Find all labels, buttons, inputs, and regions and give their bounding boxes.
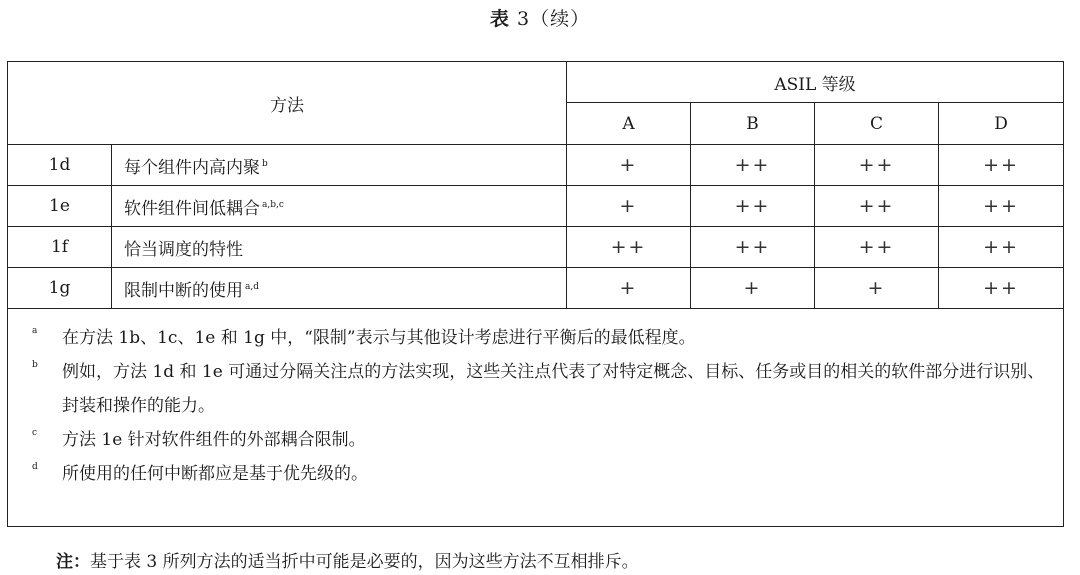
- rating-b: +: [691, 268, 815, 309]
- method-text: 恰当调度的特性: [124, 239, 243, 260]
- table-row: [8, 186, 1064, 227]
- caption-label: 表: [489, 8, 510, 30]
- rating-d: ++: [939, 227, 1064, 268]
- footnote-text: 基于表 3 所列方法的适当折中可能是必要的，因为这些方法不互相排斥。: [90, 552, 639, 572]
- table-footnote: [56, 547, 639, 572]
- note-marker: d: [32, 462, 38, 472]
- table-row: [8, 268, 1064, 309]
- asil-level-d: D: [939, 103, 1064, 145]
- note-marker: c: [32, 428, 38, 438]
- rating-d: ++: [939, 145, 1064, 186]
- table-row: [8, 145, 1064, 186]
- note-item: [32, 355, 1049, 423]
- rating-c: ++: [815, 145, 939, 186]
- rating-b: ++: [691, 186, 815, 227]
- asil-header: ASIL 等级: [567, 62, 1064, 103]
- note-marker: b: [32, 360, 38, 370]
- asil-level-b: B: [691, 103, 815, 145]
- rating-b: ++: [691, 227, 815, 268]
- table-caption: [0, 4, 1080, 31]
- table-notes: [8, 309, 1064, 527]
- rating-a: +: [567, 268, 691, 309]
- note-item: [32, 423, 1049, 457]
- method-text: 软件组件间低耦合: [124, 198, 260, 219]
- note-item: [32, 457, 1049, 491]
- method-id: 1g: [8, 268, 112, 309]
- rating-d: ++: [939, 186, 1064, 227]
- method-text: 每个组件内高内聚: [124, 157, 260, 178]
- rating-b: ++: [691, 145, 815, 186]
- rating-d: ++: [939, 268, 1064, 309]
- asil-level-a: A: [567, 103, 691, 145]
- rating-c: ++: [815, 186, 939, 227]
- method-id: 1e: [8, 186, 112, 227]
- footnote-ref: b: [262, 158, 268, 169]
- note-text: 所使用的任何中断都应是基于优先级的。: [62, 464, 368, 484]
- note-text: 例如，方法 1d 和 1e 可通过分隔关注点的方法实现，这些关注点代表了对特定概念、目标、任务或目的相关的软件部分进行识别、封装和操作的能力。: [62, 362, 1045, 416]
- method-id: 1f: [8, 227, 112, 268]
- rating-a: ++: [567, 227, 691, 268]
- method-description: [112, 186, 567, 227]
- footnote-label: 注：: [56, 552, 90, 572]
- table-row: [8, 227, 1064, 268]
- asil-level-c: C: [815, 103, 939, 145]
- note-text: 方法 1e 针对软件组件的外部耦合限制。: [62, 430, 366, 450]
- method-description: [112, 227, 567, 268]
- note-text: 在方法 1b、1c、1e 和 1g 中，“限制”表示与其他设计考虑进行平衡后的最低程度。: [62, 328, 696, 348]
- method-id: 1d: [8, 145, 112, 186]
- footnote-ref: a,b,c: [262, 199, 284, 210]
- method-text: 限制中断的使用: [124, 280, 243, 301]
- rating-c: ++: [815, 227, 939, 268]
- note-item: [32, 321, 1049, 355]
- note-marker: a: [32, 326, 38, 336]
- asil-methods-table: [7, 61, 1064, 527]
- method-header: 方法: [8, 62, 567, 145]
- rating-a: +: [567, 186, 691, 227]
- method-description: [112, 268, 567, 309]
- rating-c: +: [815, 268, 939, 309]
- footnote-ref: a,d: [245, 281, 259, 292]
- rating-a: +: [567, 145, 691, 186]
- caption-number: 3（续）: [509, 8, 591, 30]
- method-description: [112, 145, 567, 186]
